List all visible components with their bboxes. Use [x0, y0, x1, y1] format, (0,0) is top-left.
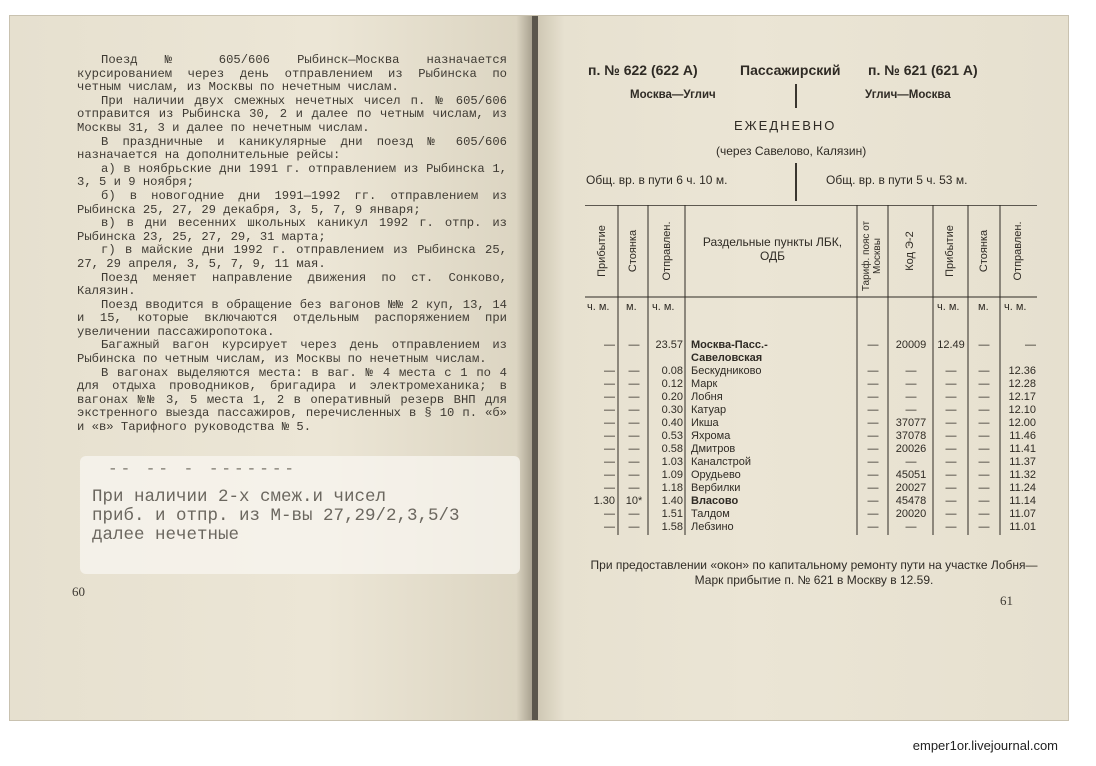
cell-code: —	[905, 378, 917, 390]
paragraph: В праздничные и каникулярные дни поезд № 605/606 назначается на дополнительные рейсы:	[77, 134, 507, 163]
cell-code: 37077	[895, 417, 927, 429]
cell-dep: 1.51	[661, 508, 683, 520]
cell-arr: —	[604, 404, 615, 416]
cell-stop2: —	[978, 469, 990, 481]
paragraph: При наличии двух смежных нечетных чисел п. № 605/606 отправится из Рыбинска 30, 2 и далее по четным числам, из Москвы 31, 3 и далее по нечетным числам.	[77, 93, 507, 135]
typed-note-line: далее нечетные	[92, 525, 240, 545]
watermark-url: emper1or.livejournal.com	[912, 738, 1058, 753]
cell-dep2: 11.41	[1009, 443, 1036, 455]
cell-zone: —	[867, 508, 879, 520]
cell-code: 20027	[895, 482, 927, 494]
cell-station: Яхрома	[691, 430, 731, 442]
cell-arr: —	[604, 521, 615, 533]
paragraph: г) в майские дни 1992 г. отправлением из Рыбинска 25, 27, 29 апреля, 3, 5, 7, 9, 11 мая.	[77, 243, 507, 271]
paragraph: в) в дни весенних школьных каникул 1992 г. отпр. из Рыбинска 23, 25, 27, 29, 31 марта;	[77, 216, 507, 244]
cell-arr: —	[604, 482, 615, 494]
cell-stop2: —	[978, 404, 990, 416]
cell-dep: 1.09	[661, 469, 683, 481]
cell-stop: —	[628, 417, 640, 429]
typed-note-line: При наличии 2-х смеж.и чисел	[92, 487, 387, 507]
cell-code: 37078	[895, 430, 927, 442]
table-row	[585, 469, 1037, 482]
paragraph: а) в ноябрьские дни 1991 г. отправлением из Рыбинска 1, 3, 5 и 9 ноября;	[77, 161, 507, 190]
table-row	[585, 339, 1037, 364]
cell-stop: —	[628, 404, 640, 416]
table-row	[585, 482, 1037, 495]
cell-code: —	[905, 404, 917, 416]
train-number-right: п. № 621 (621 А)	[868, 62, 978, 78]
cell-zone: —	[867, 495, 879, 507]
cell-zone: —	[867, 365, 879, 377]
cell-stop2: —	[978, 339, 990, 351]
unit-label: ч. м.	[652, 301, 675, 313]
cell-stop2: —	[978, 521, 990, 533]
cell-dep2: 12.17	[1008, 391, 1036, 403]
cell-dep2: —	[1025, 339, 1036, 351]
cell-dep2: 11.46	[1009, 430, 1036, 442]
cell-dep2: 11.24	[1009, 482, 1036, 494]
route-left: Москва—Углич	[630, 89, 716, 101]
cell-dep2: 11.01	[1009, 521, 1036, 533]
cell-dep: 0.58	[661, 443, 683, 455]
cell-dep: 1.58	[661, 521, 683, 533]
cell-arr: —	[604, 378, 615, 390]
cell-station: Орудьево	[691, 469, 741, 481]
cell-zone: —	[867, 339, 879, 351]
table-row	[585, 378, 1037, 391]
cell-dep: 1.18	[661, 482, 683, 494]
cell-arr2: —	[945, 417, 957, 429]
cell-code: —	[905, 391, 917, 403]
unit-label: ч. м.	[1004, 301, 1027, 313]
cell-code: —	[905, 365, 917, 377]
unit-label: ч. м.	[937, 301, 960, 313]
cell-dep2: 12.36	[1008, 365, 1036, 377]
train-number-left: п. № 622 (622 А)	[588, 62, 698, 78]
col-header-tariff-zone: Тариф. пояс от Москвы	[861, 220, 883, 292]
header-divider	[795, 84, 797, 108]
cell-zone: —	[867, 430, 879, 442]
cell-arr2: —	[945, 404, 957, 416]
table-row	[585, 443, 1037, 456]
cell-arr2: —	[945, 365, 957, 377]
unit-label: ч. м.	[587, 301, 610, 313]
typed-note-line: приб. и отпр. из М-вы 27,29/2,3,5/3	[92, 506, 460, 526]
cell-arr: —	[604, 456, 615, 468]
cell-stop2: —	[978, 482, 990, 494]
cell-station: Марк	[691, 378, 718, 390]
cell-arr2: —	[945, 391, 957, 403]
col-header-stations: Раздельные пункты ЛБК, ОДБ	[702, 235, 843, 263]
paragraph: Поезд № 605/606 Рыбинск—Москва назначается курсированием через день отправлением из Рыбинска по четным числам, из Москвы по нечетным числам.	[77, 53, 507, 95]
travel-time-left: Общ. вр. в пути 6 ч. 10 м.	[586, 173, 728, 187]
cell-stop2: —	[978, 456, 990, 468]
cell-dep: 23.57	[655, 339, 683, 351]
cell-dep: 1.40	[661, 495, 683, 507]
cell-code: 20026	[895, 443, 927, 455]
col-header-arrival-2: Прибытие	[944, 225, 956, 277]
cell-stop: —	[628, 339, 640, 351]
cell-stop2: —	[978, 378, 990, 390]
cell-arr2: —	[945, 378, 957, 390]
cell-stop: —	[628, 391, 640, 403]
via-label: (через Савелово, Калязин)	[716, 144, 867, 158]
cell-dep: 1.03	[661, 456, 683, 468]
cell-arr: —	[604, 430, 615, 442]
cell-dep: 0.08	[661, 365, 683, 377]
cell-stop2: —	[978, 495, 990, 507]
table-row	[585, 521, 1037, 534]
cell-dep2: 11.37	[1009, 456, 1036, 468]
cell-stop2: —	[978, 391, 990, 403]
paragraph: Поезд меняет направление движения по ст. Сонково, Калязин.	[77, 270, 507, 299]
route-right: Углич—Москва	[865, 89, 951, 101]
cell-stop2: —	[978, 443, 990, 455]
page-number-left: 60	[72, 584, 85, 599]
cell-dep: 0.40	[661, 417, 683, 429]
cell-dep: 0.20	[661, 391, 683, 403]
cell-zone: —	[867, 521, 879, 533]
table-row	[585, 391, 1037, 404]
cell-arr2: —	[945, 495, 957, 507]
cell-zone: —	[867, 482, 879, 494]
cell-arr: —	[604, 443, 615, 455]
right-page	[538, 16, 1068, 720]
unit-label: м.	[626, 301, 637, 313]
cell-dep: 0.30	[661, 404, 683, 416]
cell-station: Лобня	[691, 391, 723, 403]
cell-station: Бескудниково	[691, 365, 762, 377]
book-spread	[10, 16, 1068, 720]
cell-code: —	[905, 456, 917, 468]
cell-arr2: —	[945, 482, 957, 494]
cell-stop: 10*	[625, 495, 643, 507]
cell-station: Дмитров	[691, 443, 736, 455]
cell-dep2: 12.00	[1008, 417, 1036, 429]
cell-zone: —	[867, 456, 879, 468]
repair-note: При предоставлении «окон» по капитальному ремонту пути на участке Лобня—Марк прибытие п. № 621 в Москву в 12.59.	[590, 558, 1038, 587]
cell-arr2: —	[945, 456, 957, 468]
cell-arr: 1.30	[593, 495, 615, 507]
cell-code: 20009	[895, 339, 927, 351]
cell-stop: —	[628, 469, 640, 481]
col-header-stop-2: Стоянка	[978, 229, 990, 273]
table-row	[585, 508, 1037, 521]
cell-station: Вербилки	[691, 482, 741, 494]
cell-stop: —	[628, 521, 640, 533]
cell-dep: 0.12	[661, 378, 683, 390]
cell-stop2: —	[978, 508, 990, 520]
cell-zone: —	[867, 417, 879, 429]
cell-code: 45478	[895, 495, 927, 507]
cell-arr: —	[604, 365, 615, 377]
cell-code: —	[905, 521, 917, 533]
cell-stop: —	[628, 443, 640, 455]
cell-stop: —	[628, 456, 640, 468]
typed-note-dashes: -- -- - -------	[108, 460, 298, 478]
table-row	[585, 456, 1037, 469]
cell-zone: —	[867, 404, 879, 416]
units-row	[585, 301, 1037, 314]
left-page	[10, 16, 532, 720]
cell-dep2: 12.10	[1008, 404, 1036, 416]
cell-station: Москва-Пасс.-	[691, 339, 768, 351]
table-row	[585, 417, 1037, 430]
cell-station: Икша	[691, 417, 719, 429]
cell-station: Лебзино	[691, 521, 734, 533]
cell-stop2: —	[978, 417, 990, 429]
cell-arr: —	[604, 391, 615, 403]
cell-zone: —	[867, 443, 879, 455]
cell-stop: —	[628, 430, 640, 442]
cell-station: Катуар	[691, 404, 727, 416]
left-page-text	[77, 54, 507, 435]
cell-arr2: —	[945, 469, 957, 481]
cell-zone: —	[867, 378, 879, 390]
col-header-departure-2: Отправлен.	[1012, 221, 1024, 281]
cell-code: 45051	[895, 469, 927, 481]
cell-stop2: —	[978, 430, 990, 442]
col-header-stop: Стоянка	[627, 229, 639, 273]
col-header-departure: Отправлен.	[661, 221, 673, 281]
col-header-code: Код Э-2	[904, 231, 916, 271]
unit-label: м.	[978, 301, 989, 313]
cell-stop: —	[628, 378, 640, 390]
cell-code: 20020	[895, 508, 927, 520]
schedule-label: ЕЖЕДНЕВНО	[734, 118, 837, 133]
page-number-right: 61	[1000, 593, 1013, 608]
typed-note	[92, 488, 460, 545]
col-header-arrival: Прибытие	[596, 225, 608, 277]
paragraph: Поезд вводится в обращение без вагонов №№ 2 куп, 13, 14 и 15, которые включаются отдельным распоряжением при увеличении пассажиропотока.	[77, 297, 507, 339]
cell-station: Власово	[691, 495, 739, 507]
train-type: Пассажирский	[740, 62, 841, 78]
cell-arr2: —	[945, 508, 957, 520]
cell-stop: —	[628, 508, 640, 520]
header-divider	[795, 163, 797, 201]
cell-arr: —	[604, 469, 615, 481]
cell-station: Талдом	[691, 508, 730, 520]
table-row	[585, 365, 1037, 378]
table-row	[585, 495, 1037, 508]
cell-dep2: 11.14	[1009, 495, 1036, 507]
cell-dep2: 12.28	[1008, 378, 1036, 390]
cell-stop2: —	[978, 365, 990, 377]
cell-arr: —	[604, 417, 615, 429]
cell-dep: 0.53	[661, 430, 683, 442]
paragraph: В вагонах выделяются места: в ваг. № 4 места с 1 по 4 для отдыха проводников, бригадира и электромеханика; в вагонах №№ 3, 5 места 1, 2 в оперативный резерв ВНП для экстренного выезда пассажиров, перечисленных в § 10 п. «б» и «в» Тарифного руководства № 5.	[77, 365, 507, 435]
cell-stop: —	[628, 482, 640, 494]
cell-zone: —	[867, 391, 879, 403]
paragraph: Багажный вагон курсирует через день отправлением из Рыбинска по четным числам, из Москвы по нечетным числам.	[77, 338, 507, 367]
cell-zone: —	[867, 469, 879, 481]
travel-time-right: Общ. вр. в пути 5 ч. 53 м.	[826, 173, 968, 187]
cell-arr: —	[604, 339, 615, 351]
cell-arr2: —	[945, 430, 957, 442]
table-row	[585, 404, 1037, 417]
cell-station-continued: Савеловская	[691, 352, 763, 364]
cell-dep2: 11.32	[1009, 469, 1036, 481]
cell-station: Каналстрой	[691, 456, 752, 468]
paragraph: б) в новогодние дни 1991—1992 гг. отправлением из Рыбинска 25, 27, 29 декабря, 3, 5, 7, 9 января;	[77, 188, 507, 217]
cell-arr: —	[604, 508, 615, 520]
cell-arr2: —	[945, 443, 957, 455]
cell-arr2: 12.49	[937, 339, 965, 351]
cell-arr2: —	[945, 521, 957, 533]
cell-stop: —	[628, 365, 640, 377]
cell-dep2: 11.07	[1009, 508, 1036, 520]
table-row	[585, 430, 1037, 443]
